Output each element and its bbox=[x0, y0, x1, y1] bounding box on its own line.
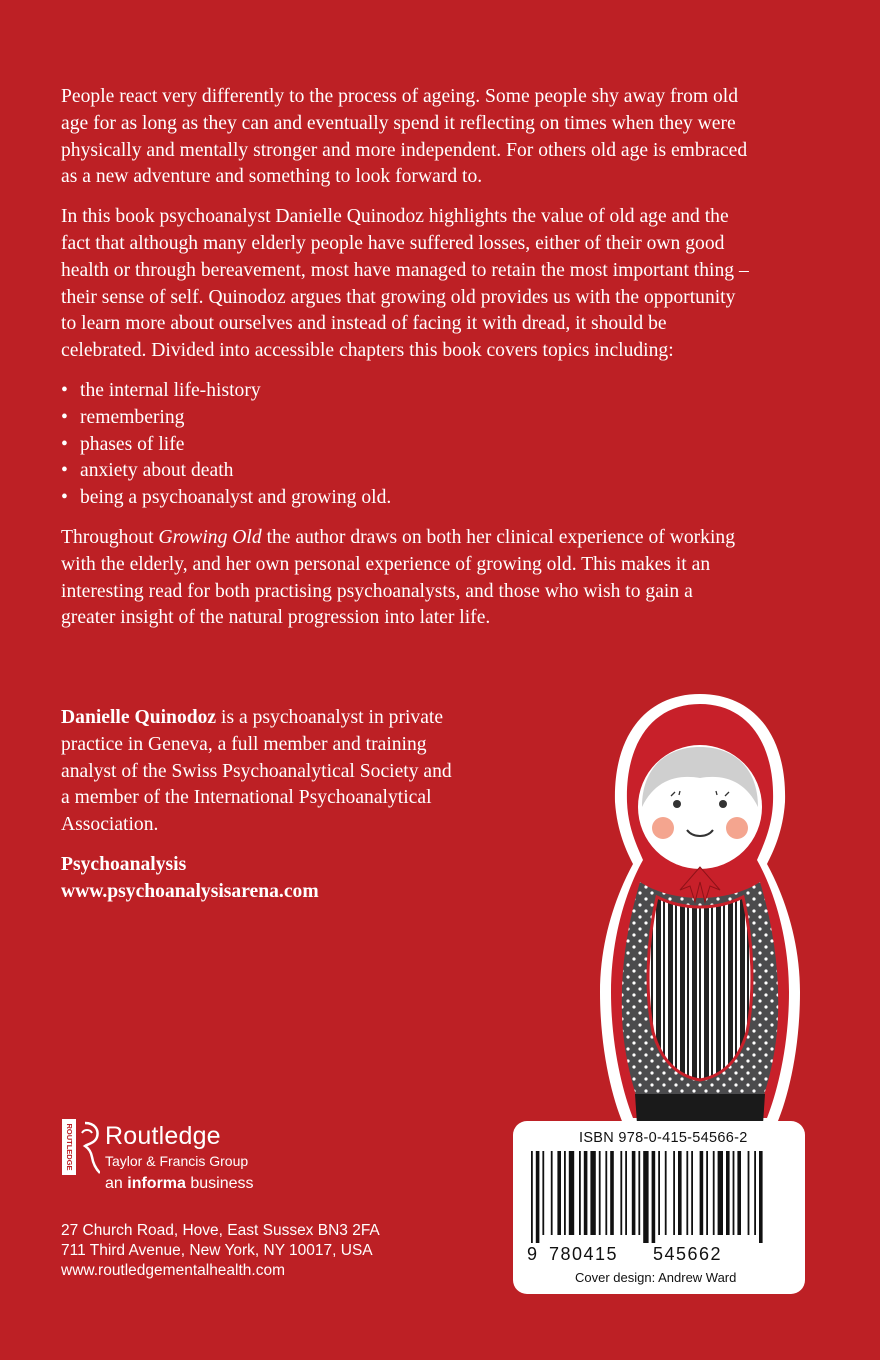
isbn-number: ISBN 978-0-415-54566-2 bbox=[579, 1130, 748, 1146]
barcode-bar bbox=[706, 1151, 708, 1235]
barcode-bar bbox=[726, 1151, 730, 1235]
barcode-bar bbox=[658, 1151, 660, 1235]
matryoshka-doll-illustration bbox=[595, 692, 805, 1132]
publisher-address bbox=[61, 1221, 481, 1281]
author-name: Danielle Quinodoz bbox=[61, 707, 217, 728]
barcode-bar bbox=[551, 1151, 553, 1235]
series-info bbox=[61, 852, 461, 906]
barcode-bar bbox=[599, 1151, 601, 1235]
book-title: Growing Old bbox=[158, 526, 262, 548]
barcode-bar bbox=[542, 1151, 544, 1235]
publisher-logo bbox=[60, 1117, 320, 1197]
barcode-bar bbox=[748, 1151, 750, 1235]
barcode-bar bbox=[678, 1151, 682, 1235]
barcode-bar bbox=[569, 1151, 574, 1235]
barcode-bar bbox=[665, 1151, 667, 1235]
barcode-bar bbox=[686, 1151, 688, 1235]
barcode-bar bbox=[590, 1151, 595, 1235]
barcode-bar bbox=[610, 1151, 614, 1235]
barcode-bar bbox=[673, 1151, 675, 1235]
barcode-bar bbox=[718, 1151, 723, 1235]
blurb-paragraph-3: Throughout Growing Old the author draws on both her clinical experience of working with the elderly, and her own personal experience of growing old. This makes it an interesting read for both practising psychoanalysts, and those who wish to gain a greater insight of the natural progression into later life. bbox=[61, 526, 736, 629]
barcode-bar bbox=[579, 1151, 581, 1235]
barcode-bar bbox=[733, 1151, 735, 1235]
barcode-bar bbox=[605, 1151, 607, 1235]
barcode-bar bbox=[620, 1151, 622, 1235]
publisher-group: Taylor & Francis Group bbox=[105, 1153, 249, 1169]
barcode-bar bbox=[638, 1151, 640, 1235]
barcode-bar bbox=[691, 1151, 693, 1235]
list-item: • anxiety about death bbox=[61, 460, 234, 482]
list-item: • the internal life-history bbox=[61, 379, 261, 401]
barcode-bar bbox=[625, 1151, 627, 1235]
barcode-bar bbox=[643, 1151, 648, 1243]
barcode-digit-first: 9 bbox=[527, 1244, 538, 1264]
topics-list bbox=[61, 378, 751, 512]
svg-text:ROUTLEDGE: ROUTLEDGE bbox=[65, 1123, 75, 1171]
author-bio-text: is a psychoanalyst in private practice in Geneva, a full member and training analyst of the Swiss Psychoanalytical Society and a member of the International Psychoanalytical Association. bbox=[61, 707, 452, 836]
list-item: • remembering bbox=[61, 406, 185, 428]
barcode-bar bbox=[700, 1151, 704, 1235]
blurb-paragraph-1: People react very differently to the process of ageing. Some people shy away from old age for as long as they can and eventually spend it reflecting on times when they were physically and mentally stronger and more independent. For others old age is embraced as a new adventure and something to look forward to. bbox=[61, 86, 748, 188]
barcode-bar bbox=[737, 1151, 741, 1235]
barcode-bar bbox=[759, 1151, 763, 1243]
barcode-bar bbox=[713, 1151, 715, 1235]
cover-design-credit: Cover design: Andrew Ward bbox=[575, 1270, 737, 1285]
address-line-1: 27 Church Road, Hove, East Sussex BN3 2FA bbox=[61, 1222, 380, 1239]
barcode-bar bbox=[754, 1151, 756, 1235]
publisher-name: Routledge bbox=[105, 1122, 221, 1150]
isbn-barcode-label bbox=[513, 1121, 805, 1294]
back-cover-blurb bbox=[61, 84, 751, 645]
barcode-bar bbox=[536, 1151, 540, 1243]
barcode-digits-left: 780415 bbox=[549, 1244, 619, 1264]
author-bio bbox=[61, 705, 461, 919]
informa-tagline: an informa business bbox=[105, 1175, 254, 1192]
barcode-bar bbox=[564, 1151, 566, 1235]
barcode-bar bbox=[632, 1151, 636, 1235]
series-name: Psychoanalysis bbox=[61, 853, 187, 875]
series-url: www.psychoanalysisarena.com bbox=[61, 880, 319, 902]
list-item: • phases of life bbox=[61, 433, 185, 455]
address-line-2: 711 Third Avenue, New York, NY 10017, USA bbox=[61, 1242, 373, 1259]
routledge-logo-icon bbox=[60, 1117, 100, 1179]
list-item: • being a psychoanalyst and growing old. bbox=[61, 487, 392, 509]
publisher-website: www.routledgementalhealth.com bbox=[61, 1262, 286, 1279]
blurb-paragraph-2: In this book psychoanalyst Danielle Quinodoz highlights the value of old age and the fact that although many elderly people have suffered losses, either of their own good health or through bereavement, most have managed to retain the most important thing – their sense of self. Quinodoz argues that growing old provides us with the opportunity to learn more about ourselves and instead of facing it with dread, it should be celebrated. Divided into accessible chapters this book covers topics including: bbox=[61, 206, 749, 362]
barcode-icon bbox=[531, 1151, 789, 1243]
barcode-digits-right: 545662 bbox=[653, 1244, 723, 1264]
barcode-bar bbox=[557, 1151, 561, 1235]
barcode-bar bbox=[652, 1151, 656, 1243]
barcode-bar bbox=[584, 1151, 588, 1235]
barcode-bar bbox=[531, 1151, 533, 1243]
